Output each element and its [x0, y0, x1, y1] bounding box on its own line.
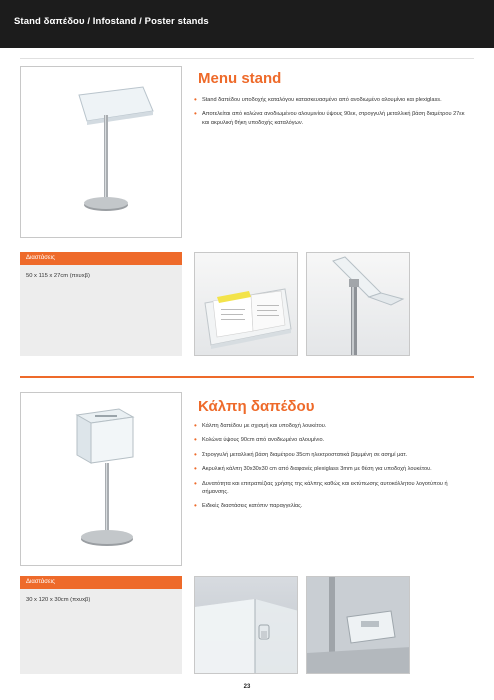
specs-label: Διαστάσεις: [20, 576, 182, 589]
menu-stand-detail-photo-1: [194, 252, 298, 356]
bullet-text: Στρογγυλή μεταλλική βάση διαμέτρου 35cm ηλεκτροστατικά βαμμένη σε ασημί ματ.: [202, 451, 408, 458]
menu-stand-illustration: [21, 67, 182, 238]
section-divider: [20, 58, 474, 59]
header-bar: [0, 0, 494, 48]
floor-box-main-photo: [20, 392, 182, 566]
bullet-item: [194, 502, 466, 510]
bullet-item: [194, 96, 466, 104]
bullet-item: [194, 480, 466, 497]
bullet-text: Κάλπη δαπέδου με σχισμή και υποδοχή λουκέτου.: [202, 423, 327, 429]
menu-stand-title: Menu stand: [198, 70, 282, 87]
bullet-dot-icon: •: [194, 109, 197, 119]
menu-stand-bullets: [194, 96, 466, 133]
bullet-text: Ακρυλική κάλπη 30x30x30 cm από διαφανές plexiglass 3mm με θέση για υποδοχή λουκέτου.: [202, 466, 432, 473]
bullet-item: [194, 451, 466, 459]
section-separator-orange: [20, 376, 474, 378]
bullet-text: Αποτελείται από κολώνα ανοδιωμένου αλουμινίου ύψους 90εκ, στρογγυλή μεταλλική βάση διαμέτρου 27εκ και ακρυλική θήκη υποδοχής καταλόγων.: [202, 111, 465, 126]
lock-slot-illustration: [307, 577, 410, 674]
bullet-dot-icon: •: [194, 464, 197, 474]
stand-bracket-illustration: [307, 253, 410, 356]
bullet-text: Κολώνα ύψους 90cm από ανοδιωμένο αλουμίνιο.: [202, 437, 325, 444]
bullet-item: [194, 436, 466, 444]
menu-stand-specs: [20, 252, 182, 356]
bullet-dot-icon: •: [194, 435, 197, 445]
ballot-box-illustration: [21, 393, 182, 566]
floor-box-title: Κάλπη δαπέδου: [198, 398, 315, 415]
floor-box-specs: [20, 576, 182, 674]
floor-box-detail-photo-1: [194, 576, 298, 674]
bullet-item: [194, 110, 466, 127]
bullet-text: Stand δαπέδου υποδοχής καταλόγου κατασκευασμένο από ανοδιωμένο αλουμίνιο και plexiglass.: [202, 97, 442, 103]
bullet-item: [194, 465, 466, 473]
page-number: 23: [243, 684, 251, 690]
catalogue-holder-illustration: [195, 253, 298, 356]
bullet-text: Δυνατότητα και επιτραπέζιας χρήσης της κάλπης καθώς και εκτύπωσης αυτοκόλλητου λογοτύπου ή σήμανσης.: [202, 480, 448, 496]
bullet-dot-icon: •: [194, 449, 197, 459]
bullet-item: [194, 422, 466, 430]
box-corner-illustration: [195, 577, 298, 674]
page-header-title: Stand δαπέδου / Infostand / Poster stands: [14, 16, 209, 27]
bullet-dot-icon: •: [194, 95, 197, 104]
floor-box-detail-photo-2: [306, 576, 410, 674]
specs-label: Διαστάσεις: [20, 252, 182, 265]
specs-value: 30 x 120 x 30cm (πxυxβ): [26, 597, 91, 603]
floor-box-bullets: [194, 422, 466, 517]
bullet-dot-icon: •: [194, 421, 197, 430]
bullet-dot-icon: •: [194, 478, 197, 488]
specs-value: 50 x 115 x 27cm (πxυxβ): [26, 273, 90, 279]
menu-stand-main-photo: [20, 66, 182, 238]
bullet-text: Ειδικές διαστάσεις κατόπιν παραγγελίας.: [202, 503, 303, 510]
bullet-dot-icon: •: [194, 501, 197, 511]
menu-stand-detail-photo-2: [306, 252, 410, 356]
